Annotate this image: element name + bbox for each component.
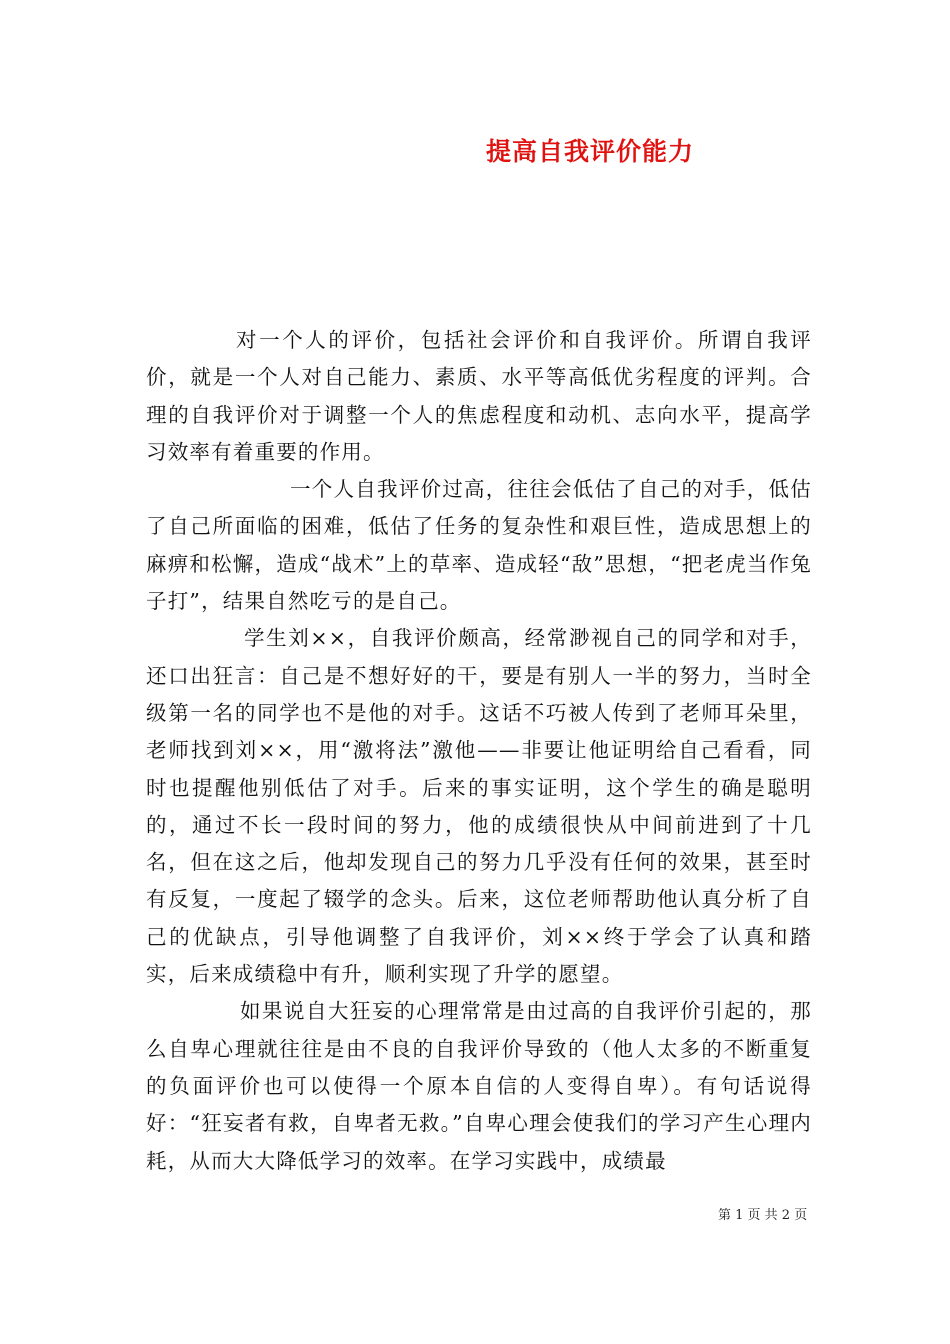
paragraph-1: 对一个人的评价，包括社会评价和自我评价。所谓自我评价，就是一个人对自己能力、素质、水平等高低优劣程度的评判。合理的自我评价对于调整一个人的焦虑程度和动机、志向水平，提高学习效率有着重要的作用。	[146, 328, 812, 464]
paragraph-4: 如果说自大狂妄的心理常常是由过高的自我评价引起的，那么自卑心理就往往是由不良的自我评价导致的（他人太多的不断重复的负面评价也可以使得一个原本自信的人变得自卑）。有句话说得好：“狂妄者有救，自卑者无救。”自卑心理会使我们的学习产生心理内耗，从而大大降低学习的效率。在学习实践中，成绩最	[146, 999, 812, 1173]
paragraph-2: 一个人自我评价过高，往往会低估了自己的对手，低估了自己所面临的困难，低估了任务的复杂性和艰巨性，造成思想上的麻痹和松懈，造成“战术”上的草率、造成轻“敌”思想，“把老虎当作兔子打”，结果自然吃亏的是自己。	[146, 477, 812, 614]
document-title: 提高自我评价能力	[485, 137, 694, 166]
page-number-footer: 第 1 页 共 2 页	[718, 1208, 808, 1223]
paragraph-3: 学生刘××，自我评价颇高，经常渺视自己的同学和对手，还口出狂言：自己是不想好好的干，要是有别人一半的努力，当时全级第一名的同学也不是他的对手。这话不巧被人传到了老师耳朵里，老师找到刘××，用“激将法”激他——非要让他证明给自己看看，同时也提醒他别低估了对手。后来的事实证明，这个学生的确是聪明的，通过不长一段时间的努力，他的成绩很快从中间前进到了十几名，但在这之后，他却发现自己的努力几乎没有任何的效果，甚至时有反复，一度起了辍学的念头。后来，这位老师帮助他认真分析了自己的优缺点，引导他调整了自我评价，刘××终于学会了认真和踏实，后来成绩稳中有升，顺利实现了升学的愿望。	[146, 626, 812, 987]
document-body	[146, 322, 812, 1180]
